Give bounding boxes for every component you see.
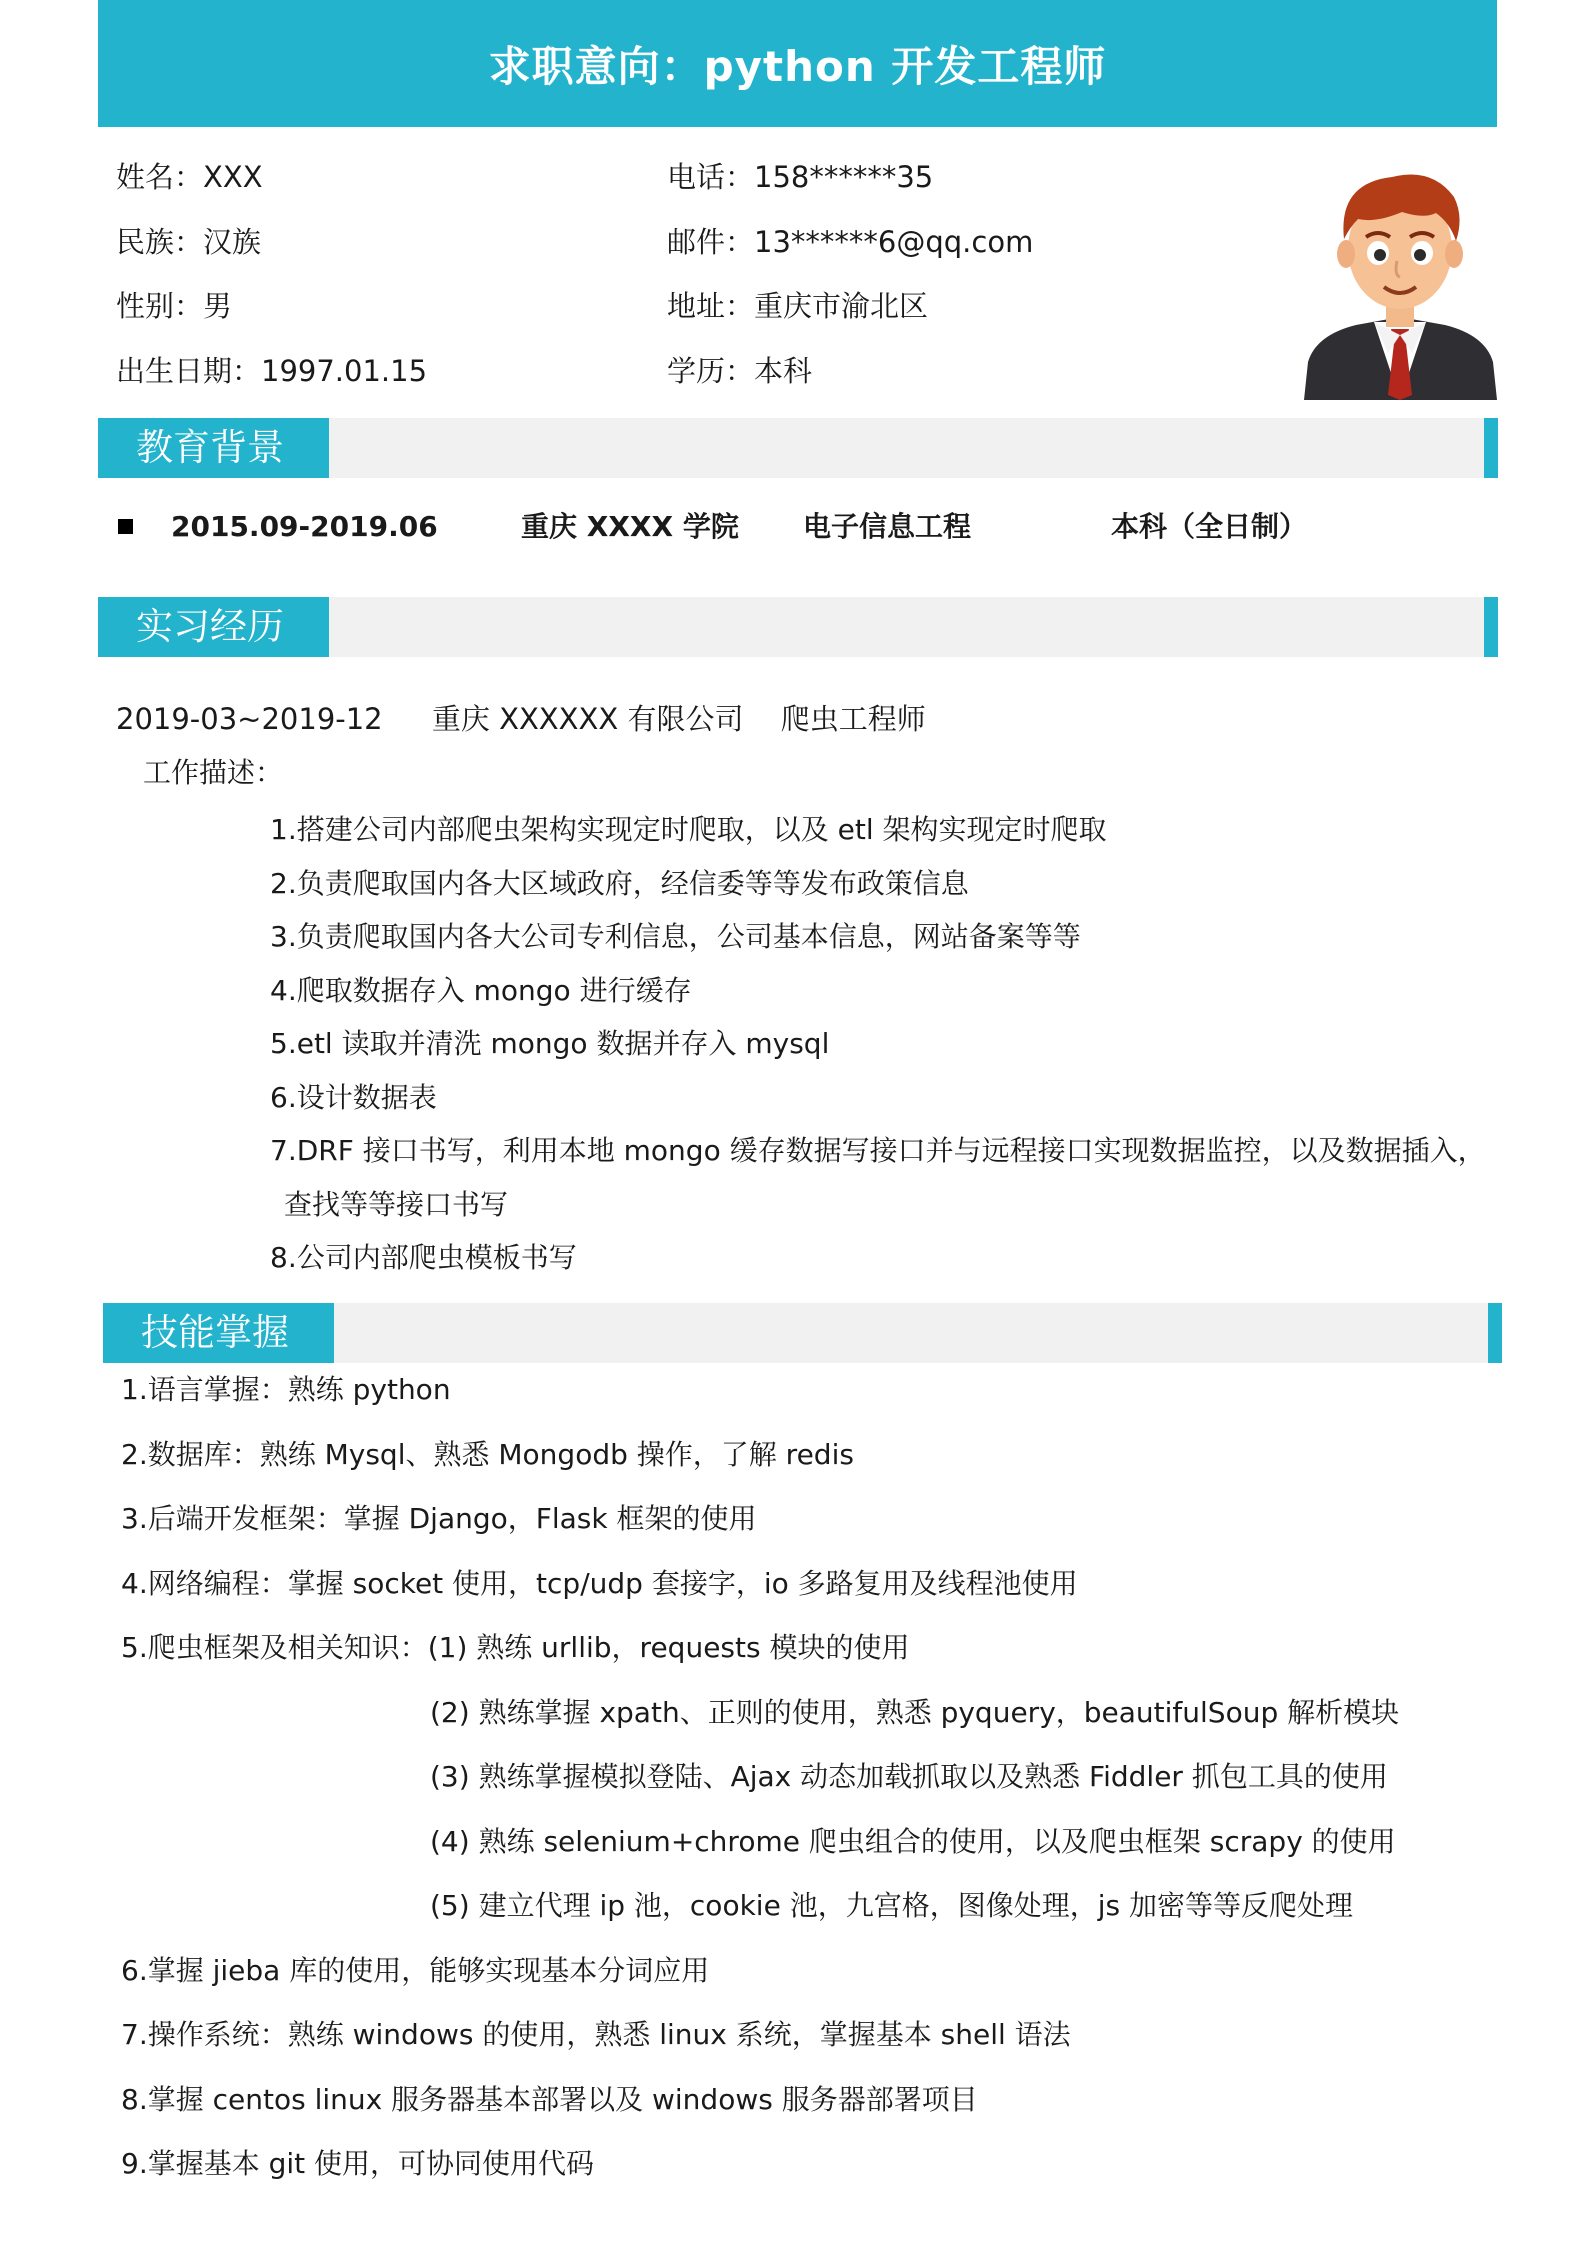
skill-item: 1.语言掌握：熟练 python [121, 1373, 451, 1406]
section-header-internship [98, 597, 1498, 657]
phone-field: 电话：158******35 [667, 160, 934, 194]
internship-role: 爬虫工程师 [780, 702, 926, 736]
section-title-skills: 技能掌握 [103, 1303, 334, 1363]
personal-info-left [116, 145, 427, 403]
gender-field: 性别：男 [116, 289, 233, 323]
skill-item: 7.操作系统：熟练 windows 的使用，熟悉 linux 系统，掌握基本 shell 语法 [121, 2018, 1071, 2051]
birthdate-field: 出生日期：1997.01.15 [116, 353, 428, 388]
personal-info [116, 145, 1316, 405]
skill-item: 9.掌握基本 git 使用，可协同使用代码 [121, 2147, 595, 2180]
address-field: 地址：重庆市渝北区 [667, 289, 929, 323]
education-level-field: 学历：本科 [667, 353, 813, 388]
section-title-internship: 实习经历 [98, 597, 329, 657]
duty-list [270, 803, 1490, 1285]
education-major: 电子信息工程 [803, 510, 972, 543]
duty-item: 8.公司内部爬虫模板书写 [270, 1241, 577, 1274]
skill-subitem: (2) 熟练掌握 xpath、正则的使用，熟悉 pyquery，beautifulSoup 解析模块 [430, 1695, 1400, 1729]
section-end-mark [1488, 1303, 1502, 1363]
section-header-education [98, 418, 1498, 478]
education-school: 重庆 XXXX 学院 [521, 510, 739, 543]
duty-item: 3.负责爬取国内各大公司专利信息，公司基本信息，网站备案等等 [270, 920, 1081, 953]
name-field: 姓名：XXX [116, 160, 263, 194]
section-end-mark [1484, 418, 1498, 478]
skill-subitem: (5) 建立代理 ip 池，cookie 池，九宫格，图像处理，js 加密等等反爬处理 [430, 1889, 1353, 1922]
internship-entry-header [116, 697, 926, 741]
duty-item: 6.设计数据表 [270, 1080, 437, 1114]
section-title-education: 教育背景 [98, 418, 329, 478]
internship-period: 2019-03~2019-12 [116, 702, 383, 736]
education-period: 2015.09-2019.06 [171, 510, 438, 543]
duty-item-continuation: 查找等等接口书写 [284, 1187, 509, 1221]
duty-item: 5.etl 读取并清洗 mongo 数据并存入 mysql [270, 1027, 830, 1060]
page-title: 求职意向：python 开发工程师 [98, 0, 1497, 127]
internship-company: 重庆 XXXXXX 有限公司 [431, 702, 744, 736]
duty-item: 4.爬取数据存入 mongo 进行缓存 [270, 973, 692, 1007]
businessman-avatar-icon [1304, 157, 1497, 400]
skill-item: 4.网络编程：掌握 socket 使用，tcp/udp 套接字，io 多路复用及线程池使用 [121, 1566, 1078, 1600]
section-end-mark [1484, 597, 1498, 657]
education-entry [116, 505, 1496, 549]
education-degree: 本科（全日制） [1111, 510, 1308, 543]
email-field: 邮件：13******6@qq.com [667, 224, 1034, 259]
work-description-label: 工作描述： [143, 756, 284, 789]
skill-item: 6.掌握 jieba 库的使用，能够实现基本分词应用 [121, 1953, 710, 1987]
skill-item: 3.后端开发框架：掌握 Django，Flask 框架的使用 [121, 1502, 757, 1535]
square-bullet-icon [118, 519, 133, 534]
skill-item: 5.爬虫框架及相关知识：(1) 熟练 urllib，requests 模块的使用 [121, 1631, 910, 1664]
skill-subitem: (3) 熟练掌握模拟登陆、Ajax 动态加载抓取以及熟悉 Fiddler 抓包工具的使用 [430, 1760, 1388, 1793]
skill-item: 8.掌握 centos linux 服务器基本部署以及 windows 服务器部署项目 [121, 2082, 978, 2116]
skill-item: 2.数据库：熟练 Mysql、熟悉 Mongodb 操作，了解 redis [121, 1437, 854, 1471]
personal-info-right [667, 145, 1033, 403]
duty-item: 2.负责爬取国内各大区域政府，经信委等等发布政策信息 [270, 866, 969, 900]
ethnicity-field: 民族：汉族 [116, 224, 262, 259]
section-header-skills [103, 1303, 1502, 1363]
duty-item: 1.搭建公司内部爬虫架构实现定时爬取，以及 etl 架构实现定时爬取 [270, 813, 1107, 846]
duty-item: 7.DRF 接口书写，利用本地 mongo 缓存数据写接口并与远程接口实现数据监控，以及数据插入， [270, 1134, 1486, 1167]
skill-subitem: (4) 熟练 selenium+chrome 爬虫组合的使用，以及爬虫框架 scrapy 的使用 [430, 1824, 1396, 1858]
skill-list [121, 1358, 1491, 2197]
